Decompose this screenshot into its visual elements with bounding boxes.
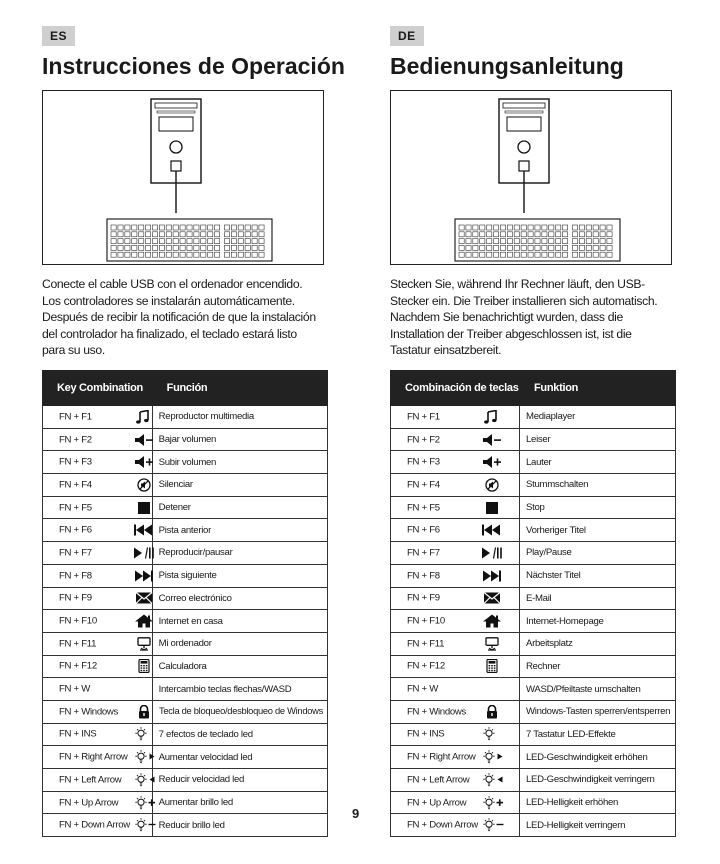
function-cell	[520, 564, 676, 587]
key-combination-cell	[43, 632, 153, 655]
table-row	[391, 496, 676, 519]
function-cell	[520, 587, 676, 610]
key-combination-cell	[391, 474, 520, 497]
key-combination-cell	[43, 519, 153, 542]
table-row	[43, 474, 328, 497]
key-combination-cell	[391, 814, 520, 837]
function-text: Windows-Tasten sperren/entsperren	[526, 706, 671, 718]
table-row	[391, 814, 676, 837]
led-minus-icon	[481, 818, 503, 832]
next-track-icon	[481, 569, 503, 583]
led-plus-icon	[133, 796, 155, 810]
led-icon	[133, 727, 155, 741]
music-note-icon	[481, 410, 503, 424]
function-text: Aumentar velocidad led	[158, 751, 253, 763]
function-cell	[152, 610, 327, 633]
key-combination-cell	[43, 587, 153, 610]
key-combination-table	[390, 370, 676, 837]
instructions-paragraph	[390, 276, 680, 359]
language-tag: ES	[42, 26, 75, 46]
key-combination-text: FN + F5	[407, 502, 440, 514]
paragraph-line: Nachdem Sie benachrichtigt wurden, dass die	[390, 310, 623, 325]
led-right-icon	[481, 750, 503, 764]
function-cell	[152, 700, 327, 723]
calculator-icon	[481, 659, 503, 673]
table-row	[43, 814, 328, 837]
pc-keyboard-drawing	[391, 91, 673, 266]
function-text: Reducir velocidad led	[158, 774, 245, 786]
function-cell	[520, 428, 676, 451]
key-combination-text: FN + Up Arrow	[59, 797, 119, 809]
function-text: Bajar volumen	[158, 434, 217, 446]
table-row	[391, 632, 676, 655]
key-combination-cell	[43, 496, 153, 519]
led-minus-icon	[133, 818, 155, 832]
key-combination-text: FN + Up Arrow	[407, 797, 467, 809]
key-combination-text: FN + F3	[407, 456, 440, 468]
stop-icon	[133, 501, 155, 515]
pc-keyboard-drawing	[43, 91, 325, 266]
key-combination-text: FN + F11	[59, 638, 97, 650]
table-row	[391, 700, 676, 723]
table-row	[43, 746, 328, 769]
function-text: LED-Helligkeit verringern	[526, 819, 626, 831]
computer-icon	[133, 637, 155, 651]
table-row	[43, 678, 328, 701]
function-cell	[152, 655, 327, 678]
key-combination-cell	[391, 428, 520, 451]
table-row	[43, 700, 328, 723]
lock-icon	[133, 705, 155, 719]
header-function: Función	[152, 371, 327, 406]
function-text: Lauter	[526, 456, 552, 468]
table-row	[391, 769, 676, 792]
function-text: WASD/Pfeiltaste umschalten	[526, 683, 641, 695]
table-row	[43, 610, 328, 633]
key-combination-text: FN + F9	[407, 592, 440, 604]
function-text: Pista siguiente	[158, 570, 217, 582]
table-row	[43, 791, 328, 814]
key-combination-text: FN + F10	[59, 615, 97, 627]
key-combination-cell	[43, 542, 153, 565]
table-row	[43, 406, 328, 429]
key-combination-text: FN + Right Arrow	[407, 751, 476, 763]
play-pause-icon	[133, 546, 155, 560]
key-combination-cell	[391, 791, 520, 814]
key-combination-table	[42, 370, 328, 837]
table-row	[391, 428, 676, 451]
next-track-icon	[133, 569, 155, 583]
function-text: 7 Tastatur LED-Effekte	[526, 728, 616, 740]
function-text: Tecla de bloqueo/desbloqueo de Windows	[158, 706, 323, 718]
key-combination-text: FN + F8	[59, 570, 92, 582]
paragraph-line: Tastatur einsatzbereit.	[390, 343, 502, 358]
key-combination-cell	[391, 542, 520, 565]
function-text: Silenciar	[158, 479, 193, 491]
home-icon	[133, 614, 155, 628]
key-combination-cell	[391, 587, 520, 610]
key-combination-cell	[391, 655, 520, 678]
function-text: Correo electrónico	[158, 592, 232, 604]
table-row	[391, 655, 676, 678]
led-icon	[481, 727, 503, 741]
function-text: Mediaplayer	[526, 411, 575, 423]
section-title: Instrucciones de Operación	[42, 53, 345, 79]
function-cell	[520, 519, 676, 542]
function-cell	[520, 769, 676, 792]
key-combination-text: FN + F6	[407, 524, 440, 536]
key-combination-cell	[391, 678, 520, 701]
key-combination-text: FN + Windows	[59, 706, 119, 718]
key-combination-text: FN + F9	[59, 592, 92, 604]
function-cell	[520, 610, 676, 633]
connection-illustration	[42, 90, 324, 265]
table-row	[391, 746, 676, 769]
previous-track-icon	[481, 523, 503, 537]
key-combination-cell	[43, 564, 153, 587]
paragraph-line: del controlador ha finalizado, el teclado estará listo	[42, 326, 297, 341]
key-combination-text: FN + Down Arrow	[407, 819, 478, 831]
table-row	[43, 564, 328, 587]
function-text: Nächster Titel	[526, 570, 581, 582]
function-cell	[520, 700, 676, 723]
paragraph-line: Después de recibir la notificación de que la instalación	[42, 310, 316, 325]
key-combination-text: FN + F12	[59, 660, 97, 672]
key-combination-text: FN + F4	[59, 479, 92, 491]
key-combination-text: FN + Windows	[407, 706, 467, 718]
function-cell	[520, 632, 676, 655]
table-row	[391, 587, 676, 610]
function-text: Vorheriger Titel	[526, 524, 586, 536]
key-combination-cell	[43, 451, 153, 474]
key-combination-cell	[43, 474, 153, 497]
connection-illustration	[390, 90, 672, 265]
key-combination-cell	[43, 678, 153, 701]
key-combination-cell	[391, 451, 520, 474]
function-cell	[152, 519, 327, 542]
function-text: Reproductor multimedia	[158, 411, 254, 423]
function-text: Leiser	[526, 434, 551, 446]
key-combination-text: FN + F3	[59, 456, 92, 468]
table-row	[391, 451, 676, 474]
function-text: Reducir brillo led	[158, 819, 225, 831]
function-cell	[520, 678, 676, 701]
led-left-icon	[481, 773, 503, 787]
volume-up-icon	[481, 455, 503, 469]
function-cell	[520, 723, 676, 746]
function-cell	[152, 564, 327, 587]
header-function: Funktion	[520, 371, 676, 406]
key-combination-cell	[391, 746, 520, 769]
function-text: Subir volumen	[158, 456, 217, 468]
function-text: Pista anterior	[158, 524, 211, 536]
function-cell	[520, 406, 676, 429]
function-cell	[152, 406, 327, 429]
play-pause-icon	[481, 546, 503, 560]
table-row	[391, 519, 676, 542]
key-combination-text: FN + F2	[59, 434, 92, 446]
table-row	[43, 723, 328, 746]
mute-icon	[133, 478, 155, 492]
key-combination-cell	[43, 746, 153, 769]
key-combination-text: FN + F7	[59, 547, 92, 559]
volume-down-icon	[133, 433, 155, 447]
function-cell	[152, 769, 327, 792]
key-combination-cell	[391, 700, 520, 723]
function-text: Calculadora	[158, 660, 207, 672]
function-text: Play/Pause	[526, 547, 572, 559]
key-combination-text: FN + F1	[59, 411, 92, 423]
computer-icon	[481, 637, 503, 651]
mail-icon	[133, 591, 155, 605]
function-text: Stummschalten	[526, 479, 589, 491]
key-combination-cell	[43, 769, 153, 792]
key-combination-cell	[43, 723, 153, 746]
key-combination-text: FN + F10	[407, 615, 445, 627]
mail-icon	[481, 591, 503, 605]
key-combination-text: FN + F7	[407, 547, 440, 559]
paragraph-line: Conecte el cable USB con el ordenador encendido.	[42, 277, 303, 291]
table-row	[43, 632, 328, 655]
table-row	[43, 542, 328, 565]
function-cell	[152, 632, 327, 655]
function-text: LED-Geschwindigkeit erhöhen	[526, 751, 648, 763]
key-combination-cell	[391, 496, 520, 519]
table-row	[391, 723, 676, 746]
key-combination-text: FN + F11	[407, 638, 445, 650]
header-key-combination: Combinación de teclas	[391, 371, 520, 406]
key-combination-text: FN + F6	[59, 524, 92, 536]
table-row	[391, 678, 676, 701]
function-text: E-Mail	[526, 592, 552, 604]
table-row	[43, 519, 328, 542]
paragraph-line: Installation der Treiber abgeschlossen ist, ist die	[390, 326, 632, 341]
key-combination-cell	[43, 406, 153, 429]
table-row	[43, 769, 328, 792]
function-cell	[152, 474, 327, 497]
function-cell	[152, 451, 327, 474]
section-title: Bedienungsanleitung	[390, 53, 624, 79]
function-cell	[520, 496, 676, 519]
key-combination-text: FN + F1	[407, 411, 440, 423]
led-right-icon	[133, 750, 155, 764]
table-row	[43, 655, 328, 678]
function-text: Reproducir/pausar	[158, 547, 233, 559]
function-cell	[152, 587, 327, 610]
key-combination-cell	[391, 519, 520, 542]
key-combination-cell	[43, 428, 153, 451]
table-row	[391, 474, 676, 497]
function-cell	[520, 791, 676, 814]
function-text: Arbeitsplatz	[526, 638, 573, 650]
function-cell	[152, 496, 327, 519]
key-combination-text: FN + F12	[407, 660, 445, 672]
paragraph-line: Stecker ein. Die Treiber installieren sich automatisch.	[390, 293, 658, 308]
function-text: LED-Geschwindigkeit verringern	[526, 774, 655, 786]
key-combination-text: FN + Right Arrow	[59, 751, 128, 763]
table-row	[43, 587, 328, 610]
function-cell	[152, 678, 327, 701]
key-combination-cell	[391, 769, 520, 792]
key-combination-cell	[391, 723, 520, 746]
function-cell	[520, 451, 676, 474]
key-combination-cell	[391, 564, 520, 587]
function-cell	[152, 542, 327, 565]
previous-track-icon	[133, 523, 155, 537]
function-text: LED-Helligkeit erhöhen	[526, 797, 619, 809]
function-text: Detener	[158, 502, 191, 514]
function-text: Internet en casa	[158, 615, 223, 627]
led-left-icon	[133, 773, 155, 787]
function-text: Internet-Homepage	[526, 615, 604, 627]
key-combination-text: FN + F8	[407, 570, 440, 582]
key-combination-text: FN + W	[407, 683, 438, 695]
function-text: Intercambio teclas flechas/WASD	[158, 683, 292, 695]
key-combination-cell	[43, 655, 153, 678]
music-note-icon	[133, 410, 155, 424]
function-text: 7 efectos de teclado led	[158, 728, 253, 740]
function-cell	[520, 655, 676, 678]
page-number: 9	[352, 806, 360, 821]
key-combination-text: FN + INS	[59, 728, 97, 740]
home-icon	[481, 614, 503, 628]
function-cell	[520, 746, 676, 769]
paragraph-line: Stecken Sie, während Ihr Rechner läuft, den USB-	[390, 277, 645, 291]
stop-icon	[481, 501, 503, 515]
lock-icon	[481, 705, 503, 719]
table-row	[391, 791, 676, 814]
function-cell	[152, 723, 327, 746]
function-text: Aumentar brillo led	[158, 797, 233, 809]
calculator-icon	[133, 659, 155, 673]
header-key-combination: Key Combination	[43, 371, 153, 406]
key-combination-cell	[43, 814, 153, 837]
function-text: Stop	[526, 502, 545, 514]
table-row	[43, 451, 328, 474]
instructions-paragraph	[42, 276, 332, 359]
key-combination-text: FN + F4	[407, 479, 440, 491]
function-cell	[152, 746, 327, 769]
function-cell	[520, 474, 676, 497]
table-row	[391, 610, 676, 633]
key-combination-text: FN + F2	[407, 434, 440, 446]
function-cell	[520, 542, 676, 565]
led-plus-icon	[481, 796, 503, 810]
key-combination-text: FN + INS	[407, 728, 445, 740]
table-row	[391, 406, 676, 429]
mute-icon	[481, 478, 503, 492]
key-combination-cell	[391, 610, 520, 633]
key-combination-cell	[391, 406, 520, 429]
key-combination-text: FN + W	[59, 683, 90, 695]
key-combination-text: FN + F5	[59, 502, 92, 514]
function-cell	[152, 791, 327, 814]
function-cell	[152, 428, 327, 451]
volume-up-icon	[133, 455, 155, 469]
table-row	[43, 428, 328, 451]
key-combination-cell	[391, 632, 520, 655]
function-text: Rechner	[526, 660, 561, 672]
volume-down-icon	[481, 433, 503, 447]
key-combination-cell	[43, 700, 153, 723]
language-tag: DE	[390, 26, 424, 46]
key-combination-text: FN + Left Arrow	[407, 774, 470, 786]
key-combination-text: FN + Left Arrow	[59, 774, 122, 786]
key-combination-text: FN + Down Arrow	[59, 819, 130, 831]
paragraph-line: Los controladores se instalarán automáticamente.	[42, 293, 295, 308]
function-cell	[152, 814, 327, 837]
table-row	[391, 564, 676, 587]
table-row	[391, 542, 676, 565]
key-combination-cell	[43, 791, 153, 814]
table-row	[43, 496, 328, 519]
paragraph-line: para su uso.	[42, 343, 105, 358]
key-combination-cell	[43, 610, 153, 633]
function-cell	[520, 814, 676, 837]
function-text: Mi ordenador	[158, 638, 212, 650]
